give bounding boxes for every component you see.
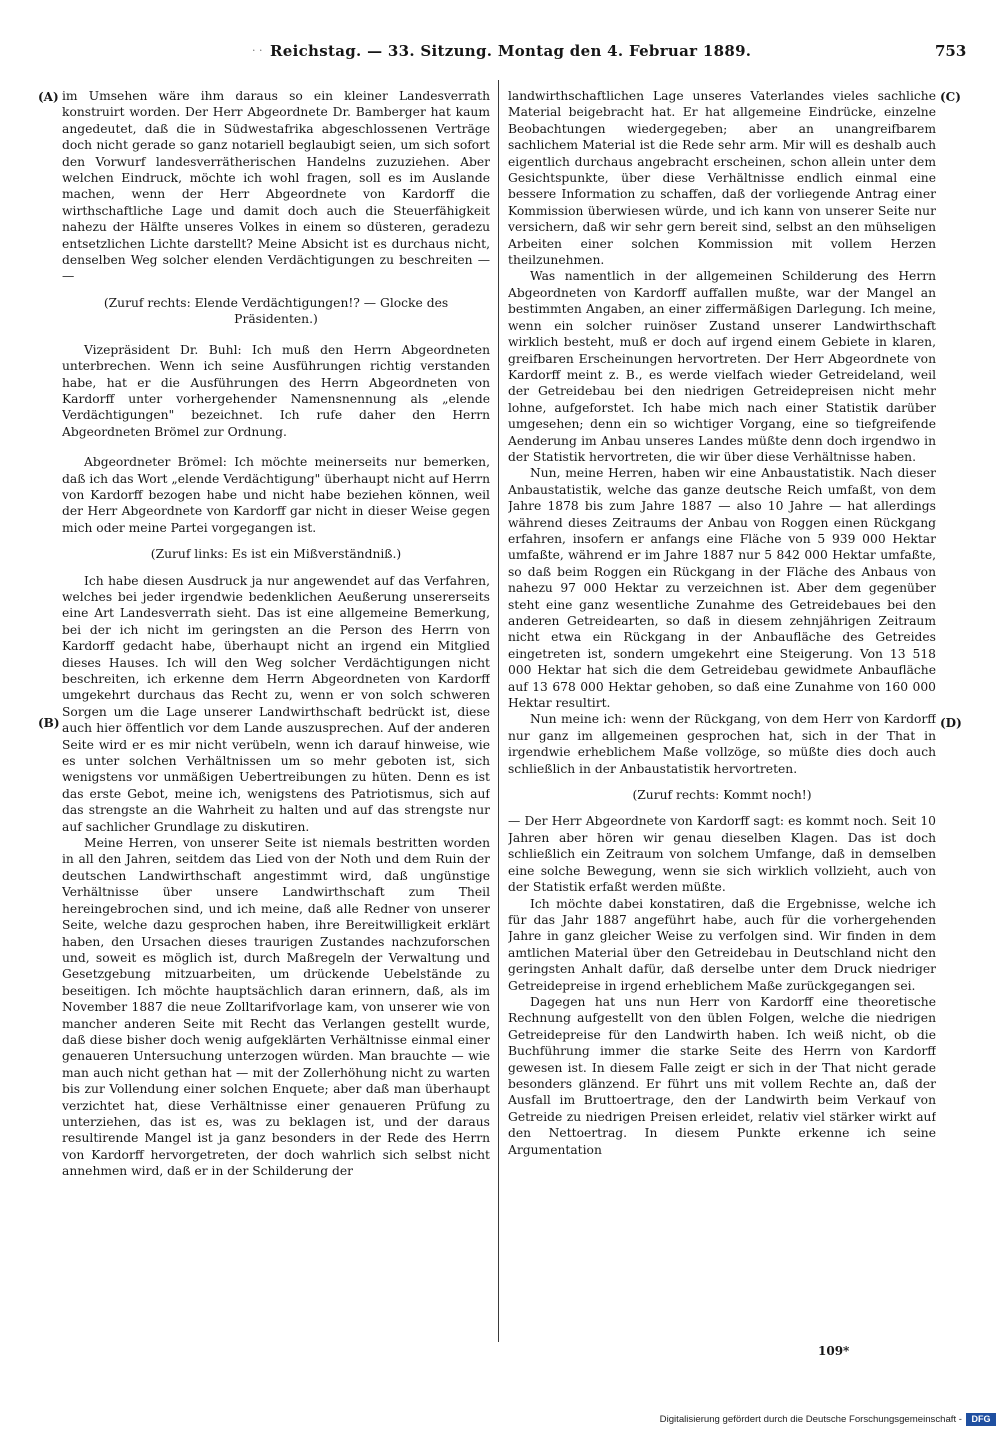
margin-marker-a: (A): [38, 90, 59, 104]
paragraph: im Umsehen wäre ihm daraus so ein kleiner Landesverrath konstruirt worden. Der Herr Abgeordnete Dr. Bamberger hat kaum angedeutet, daß die in Südwestafrika abgeschlossenen Verträge doch nicht gerade so ganz notariell beglaubigt seien, um sich sofort den Vorwurf landesverrätherischen Handelns zuzuziehen. Aber welchen Eindruck, möchte ich wohl fragen, soll es im Auslande machen, wenn der Herr Abgeordnete von Kardorff die wirthschaftliche Lage und damit doch auch die Steuerfähigkeit nahezu der Hälfte unseres Volkes in einem so düsteren, geradezu entsetzlichen Lichte darstellt? Meine Absicht ist es durchaus nicht, denselben Weg solcher elenden Verdächtigungen zu beschreiten — —: [62, 89, 490, 284]
paragraph: Was namentlich in der allgemeinen Schilderung des Herrn Abgeordneten von Kardorff auffallen mußte, war der Mangel an bestimmten Angaben, an einer ziffermäßigen Darlegung. Ich meine, wenn ein solcher ruinöser Zustand unserer Landwirthschaft wirklich besteht, muß er doch auf irgend einem Gebiete in klaren, greifbaren Erscheinungen hervortreten. Der Herr Abgeordnete von Kardorff meint z. B., es werde vielfach wieder Getreideland, weil der Getreidebau bei den niedrigen Getreidepreisen nicht mehr lohne, aufgeforstet. Ich habe mich nach einer Statistik darüber umgesehen; denn ein so wichtiger Vorgang, eine so tiefgreifende Aenderung im Anbau unseres Landes müßte denn doch irgendwo in der Statistik hervortreten, die wir über diese Verhältnisse haben.: [508, 269, 936, 464]
paragraph: — Der Herr Abgeordnete von Kardorff sagt: es kommt noch. Seit 10 Jahren aber hören wir genau dieselben Klagen. Das ist doch schließlich ein Zeitraum von solchem Umfange, daß in demselben eine solche Bewegung, wenn sie sich wirklich vollzieht, auch von der Statistik erfaßt werden müßte.: [508, 814, 936, 895]
paragraph: Nun, meine Herren, haben wir eine Anbaustatistik. Nach dieser Anbaustatistik, welche das ganze deutsche Reich umfaßt, von dem Jahre 1878 bis zum Jahre 1887 — also 10 Jahre — hat allerdings während dieses Zeitraums der Anbau von Roggen einen Rückgang erfahren, insofern er anfangs eine Fläche von 5 939 000 Hektar umfaßte, während er im Jahre 1887 nur 5 842 000 Hektar umfaßte, so daß beim Roggen ein Rückgang in der Fläche des Anbaus von nahezu 97 000 Hektar zu verzeichnen ist. Aber dem gegenüber steht eine ganz wesentliche Zunahme des Getreidebaues bei den anderen Getreidearten, so daß in diesem zehnjährigen Zeitraum nicht etwa ein Rückgang in der Anbaufläche des Getreides eingetreten ist, sondern umgekehrt eine Steigerung. Von 13 518 000 Hektar hat sich die dem Getreidebau gewidmete Anbaufläche auf 13 678 000 Hektar gehoben, so daß eine Zunahme von 160 000 Hektar resultirt.: [508, 466, 936, 711]
page-number: 753: [935, 42, 967, 60]
signature-mark: 109*: [818, 1344, 850, 1358]
right-column: [508, 88, 936, 1343]
margin-marker-b: (B): [38, 716, 60, 730]
speech-paragraph: Abgeordneter Brömel: Ich möchte meinerseits nur bemerken, daß ich das Wort „elende Verdächtigung" überhaupt nicht auf Herrn von Kardorff bezogen habe und nicht habe beziehen können, weil der Herr Abgeordnete von Kardorff gar nicht in dieser Weise gegen mich oder meine Partei vorgegangen ist.: [62, 455, 490, 535]
interjection: (Zuruf links: Es ist ein Mißverständniß.): [150, 547, 402, 562]
page-footer: [0, 1412, 1000, 1430]
paragraph: landwirthschaftlichen Lage unseres Vaterlandes vieles sachliche Material beigebracht hat. Er hat allgemeine Eindrücke, einzelne Beobachtungen wiedergegeben; aber an unangreifbarem sachlichem Material ist die Rede sehr arm. Mir will es deshalb auch eigentlich durchaus angebracht erscheinen, schon allein unter dem Gesichtspunkte, über diese Verhältnisse endlich einmal eine bessere Information zu schaffen, daß der vorliegende Antrag einer Kommission überwiesen würde, und ich kann von unserer Seite nur versichern, daß wir sehr gern bereit sind, selbst an den mühseligen Arbeiten einer solchen Kommission mit vollem Herzen theilzunehmen.: [508, 89, 936, 268]
column-divider: [498, 80, 499, 1342]
dfg-logo: DFG: [966, 1413, 996, 1426]
left-column: [62, 88, 490, 1353]
header-dots: · ·: [252, 44, 263, 57]
footer-credit: Digitalisierung gefördert durch die Deutsche Forschungsgemeinschaft -: [659, 1414, 962, 1425]
margin-marker-c: (C): [940, 90, 961, 104]
speech-paragraph: Vizepräsident Dr. Buhl: Ich muß den Herrn Abgeordneten unterbrechen. Wenn ich seine Ausführungen richtig verstanden habe, hat er die Ausführungen des Herrn Abgeordneten von Kardorff unter vorhergehender Namensnennung als „elende Verdächtigungen" bezeichnet. Ich rufe daher den Herrn Abgeordneten Brömel zur Ordnung.: [62, 342, 490, 439]
interjection: (Zuruf rechts: Kommt noch!): [632, 788, 812, 803]
page-header: [0, 36, 1000, 66]
interjection: (Zuruf rechts: Elende Verdächtigungen!? — Glocke des Präsidenten.): [103, 295, 449, 327]
paragraph: Meine Herren, von unserer Seite ist niemals bestritten worden in all den Jahren, seitdem das Lied von der Noth und dem Ruin der deutschen Landwirthschaft angestimmt wird, daß ungünstige Verhältnisse über unsere Landwirthschaft zum Theil hereingebrochen sind, und ich meine, daß alle Redner von unserer Seite, welche dazu gesprochen haben, ihre Bereitwilligkeit erklärt haben, den Ursachen dieses traurigen Zustandes nachzuforschen und, soweit es möglich ist, durch Maßregeln der Verwaltung und Gesetzgebung mitzuarbeiten, um drückende Uebelstände zu beseitigen. Ich möchte hauptsächlich daran erinnern, daß, als im November 1887 die neue Zolltarifvorlage kam, von unserer wie von mancher anderen Seite mit Recht das Verlangen gestellt wurde, daß diese bisher doch wenig aufgeklärten Verhältnisse einmal einer genaueren Untersuchung unterzogen würden. Man brauchte — wie man auch nicht gethan hat — mit der Zollerhöhung nicht zu warten bis zur Vollendung einer solchen Enquete; aber daß man überhaupt verzichtet hat, diese Verhältnisse einer genaueren Prüfung zu unterziehen, das ist es, was zu beklagen ist, und der daraus resultirende Mangel ist ja ganz besonders in der Rede des Herrn von Kardorff hervorgetreten, der doch wahrlich sich selbst nicht annehmen wird, daß er in der Schilderung der: [62, 836, 490, 1179]
paragraph: Ich habe diesen Ausdruck ja nur angewendet auf das Verfahren, welches bei jeder irgendwie bedenklichen Aeußerung unsererseits eine Art Landesverrath sieht. Das ist eine allgemeine Bemerkung, bei der ich nicht im geringsten an die Person des Herrn von Kardorff gedacht habe, überhaupt nicht an irgend ein Mitglied dieses Hauses. Ich will den Weg solcher Verdächtigungen nicht beschreiten, ich erkenne dem Herrn Abgeordneten von Kardorff umgekehrt durchaus das Recht zu, wenn er von solch schweren Sorgen um die Lage unserer Landwirthschaft bedrückt ist, diese auch hier öffentlich vor dem Lande auszusprechen. Auf der anderen Seite wird er es mir nicht verübeln, wenn ich darauf hinweise, wie es unter solchen Verhältnissen um so mehr geboten ist, sich wenigstens vor unmäßigen Uebertreibungen zu hüten. Denn es ist das erste Gebot, meine ich, wenigstens des Patriotismus, sich auf das strengste an die Wahrheit zu halten und auf das strengste nur auf sachlicher Grundlage zu diskutiren.: [62, 573, 490, 834]
paragraph: Ich möchte dabei konstatiren, daß die Ergebnisse, welche ich für das Jahr 1887 angeführt habe, auch für die vorhergehenden Jahre in ganz gleicher Weise zu verfolgen sind. Wir finden in dem amtlichen Material über den Getreidebau in Deutschland nicht den geringsten Anhalt dafür, daß derselbe unter dem Druck niedriger Getreidepreise in irgend erheblichem Maße zurückgegangen sei.: [508, 896, 936, 993]
margin-marker-d: (D): [940, 716, 962, 730]
paragraph: Dagegen hat uns nun Herr von Kardorff eine theoretische Rechnung aufgestellt von den üblen Folgen, welche die niedrigen Getreidepreise für den Landwirth haben. Ich weiß nicht, ob die Buchführung immer die starke Seite des Herrn von Kardorff gewesen ist. In diesem Falle zeigt er sich in der That nicht gerade besonders glänzend. Er führt uns mit vollem Rechte an, daß der Ausfall im Bruttoertrage, den der Landwirth beim Verkauf von Getreide zu niedrigen Preisen erleidet, relativ viel stärker wirkt auf den Nettoertrag. In diesem Punkte erkenne ich seine Argumentation: [508, 994, 936, 1157]
paragraph: Nun meine ich: wenn der Rückgang, von dem Herr von Kardorff nur ganz im allgemeinen gesprochen hat, sich in der That in irgendwie erheblichem Maße vollzöge, so müßte dies doch auch schließlich in der Anbaustatistik hervortreten.: [508, 712, 936, 776]
running-head: Reichstag. — 33. Sitzung. Montag den 4. Februar 1889.: [270, 42, 752, 60]
